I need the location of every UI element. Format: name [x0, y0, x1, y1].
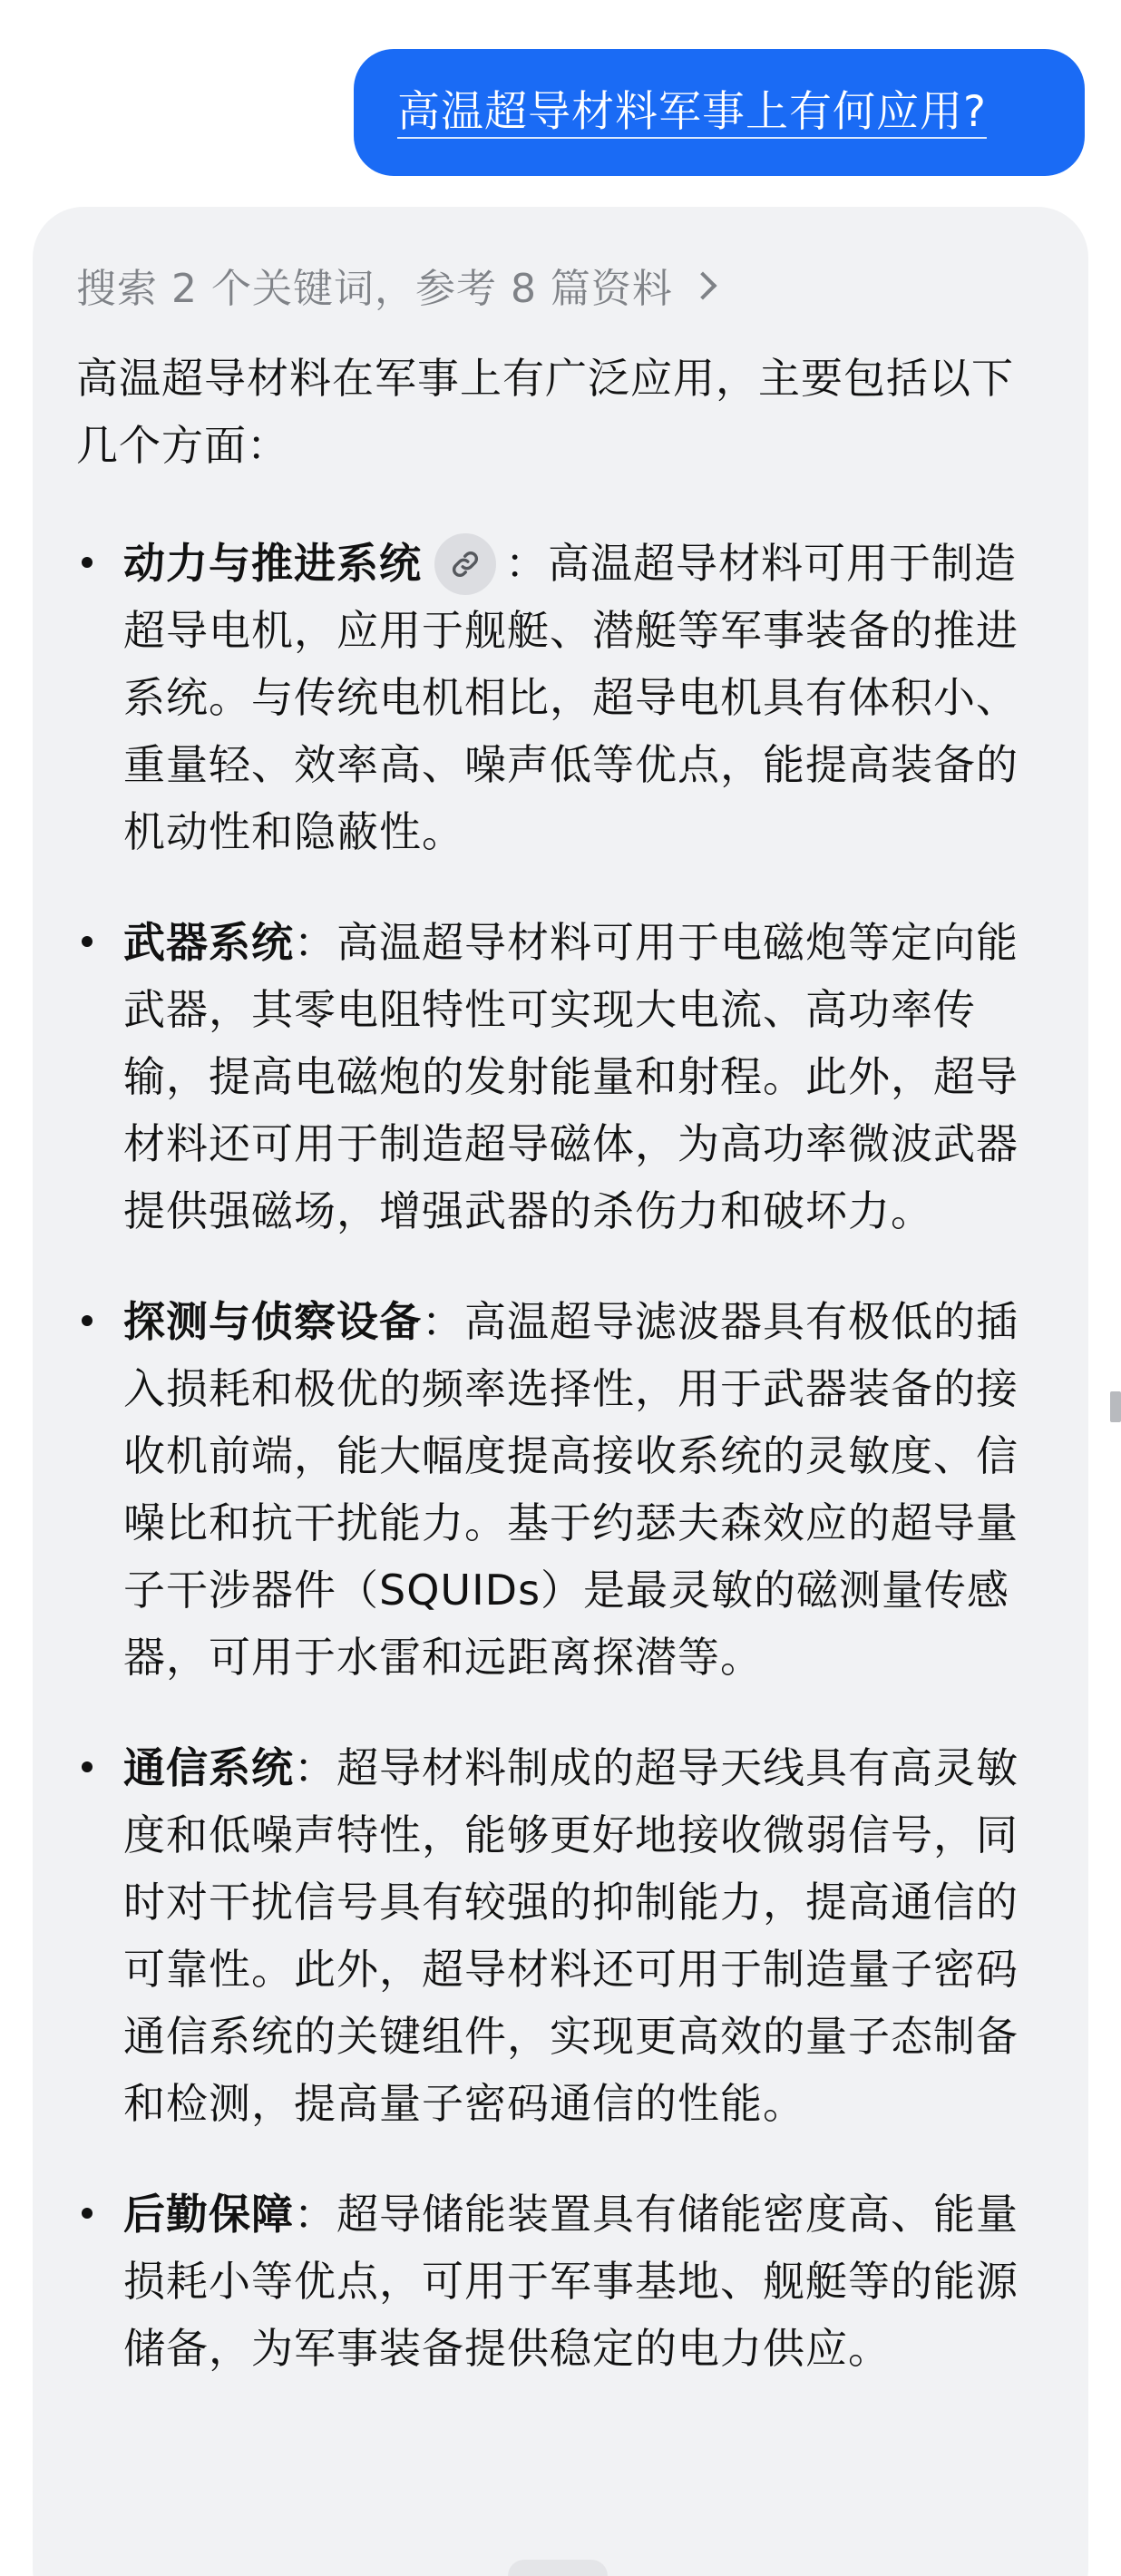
user-message-text: 高温超导材料军事上有何应用?	[397, 87, 987, 137]
bullet-term: 后勤保障	[123, 2190, 294, 2239]
bullet-text: ：超导材料制成的超导天线具有高灵敏度和低噪声特性，能够更好地接收微弱信号，同时对干扰信号具有较强的抑制能力，提高通信的可靠性。此外，超导材料还可用于制造量子密码通信系统的关键组件，实现更高效的量子态制备和检测，提高量子密码通信的性能。	[123, 1743, 1019, 2128]
bullet-term: 探测与侦察设备	[123, 1297, 422, 1346]
bottom-scroll-indicator	[508, 2560, 608, 2576]
list-item	[76, 530, 1045, 865]
answer-card	[33, 207, 1088, 2576]
search-summary-toggle[interactable]	[76, 239, 1045, 330]
bullet-dot	[82, 936, 93, 947]
bullet-term: 通信系统	[123, 1743, 294, 1792]
list-item	[76, 909, 1045, 1244]
list-item	[76, 1288, 1045, 1691]
link-icon[interactable]	[434, 533, 496, 595]
bullet-text: ：高温超导材料可用于电磁炮等定向能武器，其零电阻特性可实现大电流、高功率传输，提高电磁炮的发射能量和射程。此外，超导材料还可用于制造超导磁体，为高功率微波武器提供强磁场，增强武器的杀伤力和破坏力。	[123, 918, 1019, 1235]
bullet-dot	[82, 1761, 93, 1772]
bullet-dot	[82, 2208, 93, 2219]
bullet-term: 动力与推进系统	[123, 539, 422, 588]
bullet-text: ：高温超导材料可用于制造超导电机，应用于舰艇、潜艇等军事装备的推进系统。与传统电机相比，超导电机具有体积小、重量轻、效率高、噪声低等优点，能提高装备的机动性和隐蔽性。	[123, 539, 1019, 856]
list-item	[76, 1734, 1045, 2137]
bullet-dot	[82, 557, 93, 568]
list-item	[76, 2181, 1045, 2382]
bullet-dot	[82, 1315, 93, 1326]
bullet-text: ：超导储能装置具有储能密度高、能量损耗小等优点，可用于军事基地、舰艇等的能源储备，为军事装备提供稳定的电力供应。	[123, 2190, 1019, 2373]
answer-intro: 高温超导材料在军事上有广泛应用，主要包括以下几个方面：	[76, 354, 1014, 470]
chevron-right-icon	[688, 271, 716, 299]
answer-bullet-list	[76, 530, 1045, 2382]
search-summary-label: 搜索 2 个关键词，参考 8 篇资料	[76, 266, 673, 312]
bullet-text: ：高温超导滤波器具有极低的插入损耗和极优的频率选择性，用于武器装备的接收机前端，能大幅度提高接收系统的灵敏度、信噪比和抗干扰能力。基于约瑟夫森效应的超导量子干涉器件（SQUIDs）是最灵敏的磁测量传感器，可用于水雷和远距离探潜等。	[123, 1297, 1019, 1682]
scrollbar-handle[interactable]	[1110, 1391, 1121, 1422]
bullet-term: 武器系统	[123, 918, 294, 967]
user-message-bubble[interactable]	[354, 49, 1085, 176]
